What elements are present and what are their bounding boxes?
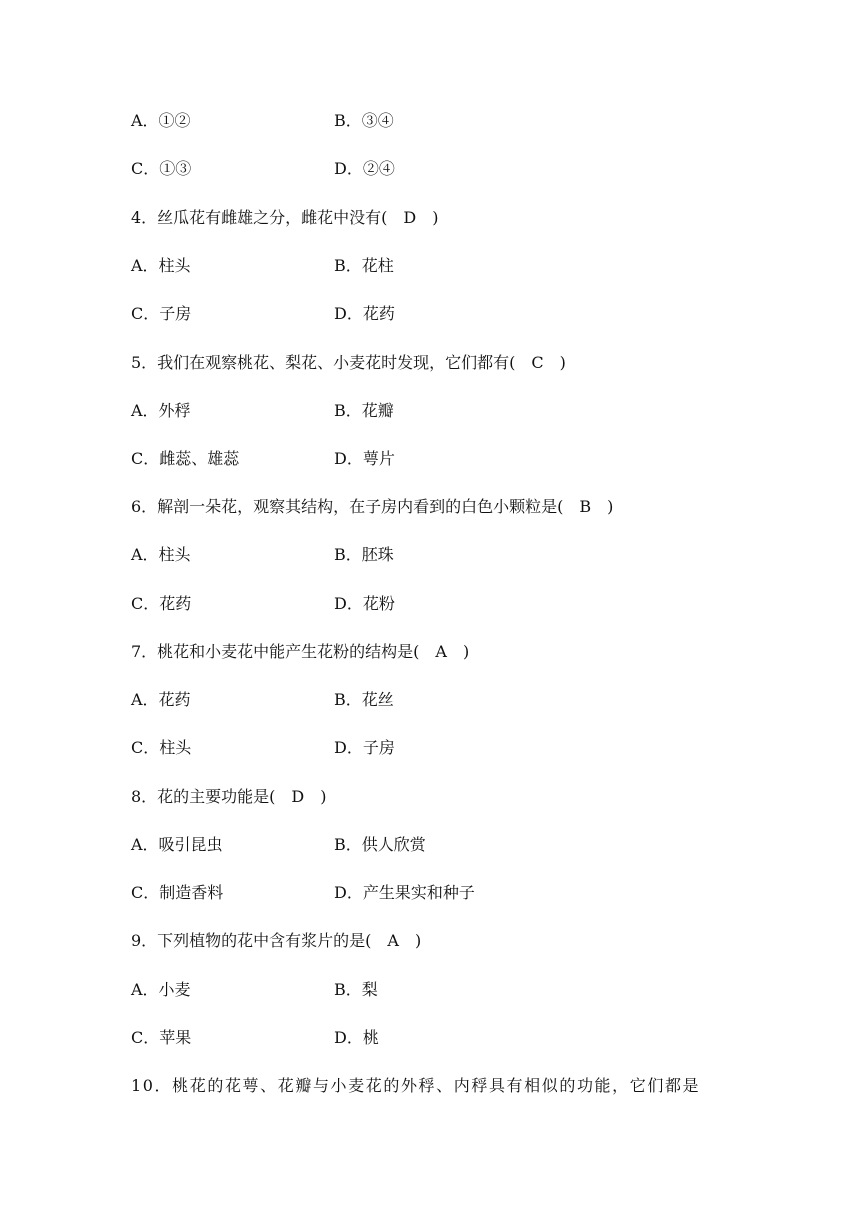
option-8a: A．吸引昆虫: [131, 835, 223, 854]
option-8c: C．制造香料: [131, 883, 224, 902]
option-5d: D．萼片: [334, 449, 395, 468]
option-7a: A．花药: [131, 690, 191, 709]
option-9d: D．桃: [334, 1028, 379, 1047]
option-7c: C．柱头: [131, 738, 192, 757]
option-3a: A．①②: [131, 111, 191, 130]
option-5b: B．花瓣: [334, 401, 394, 420]
question-9: 9．下列植物的花中含有浆片的是( A ): [131, 931, 422, 950]
option-6b: B．胚珠: [334, 545, 394, 564]
option-3b: B．③④: [334, 111, 394, 130]
option-4b: B．花柱: [334, 256, 394, 275]
question-6: 6．解剖一朵花，观察其结构，在子房内看到的白色小颗粒是( B ): [131, 497, 614, 516]
option-5a: A．外稃: [131, 401, 191, 420]
question-8: 8．花的主要功能是( D ): [131, 787, 327, 806]
question-10: 10．桃花的花萼、花瓣与小麦花的外稃、内稃具有相似的功能，它们都是: [131, 1076, 701, 1095]
option-8b: B．供人欣赏: [334, 835, 426, 854]
option-3d: D．②④: [334, 159, 395, 178]
option-6a: A．柱头: [131, 545, 191, 564]
option-9c: C．苹果: [131, 1028, 192, 1047]
option-4c: C．子房: [131, 304, 192, 323]
option-9b: B．梨: [334, 980, 378, 999]
option-5c: C．雌蕊、雄蕊: [131, 449, 240, 468]
option-4d: D．花药: [334, 304, 395, 323]
question-5: 5．我们在观察桃花、梨花、小麦花时发现，它们都有( C ): [131, 353, 566, 372]
option-9a: A．小麦: [131, 980, 191, 999]
option-7d: D．子房: [334, 738, 395, 757]
option-3c: C．①③: [131, 159, 192, 178]
question-7: 7．桃花和小麦花中能产生花粉的结构是( A ): [131, 642, 470, 661]
option-6c: C．花药: [131, 594, 192, 613]
option-7b: B．花丝: [334, 690, 394, 709]
option-8d: D．产生果实和种子: [334, 883, 475, 902]
question-4: 4．丝瓜花有雌雄之分，雌花中没有( D ): [131, 208, 439, 227]
option-4a: A．柱头: [131, 256, 191, 275]
option-6d: D．花粉: [334, 594, 395, 613]
